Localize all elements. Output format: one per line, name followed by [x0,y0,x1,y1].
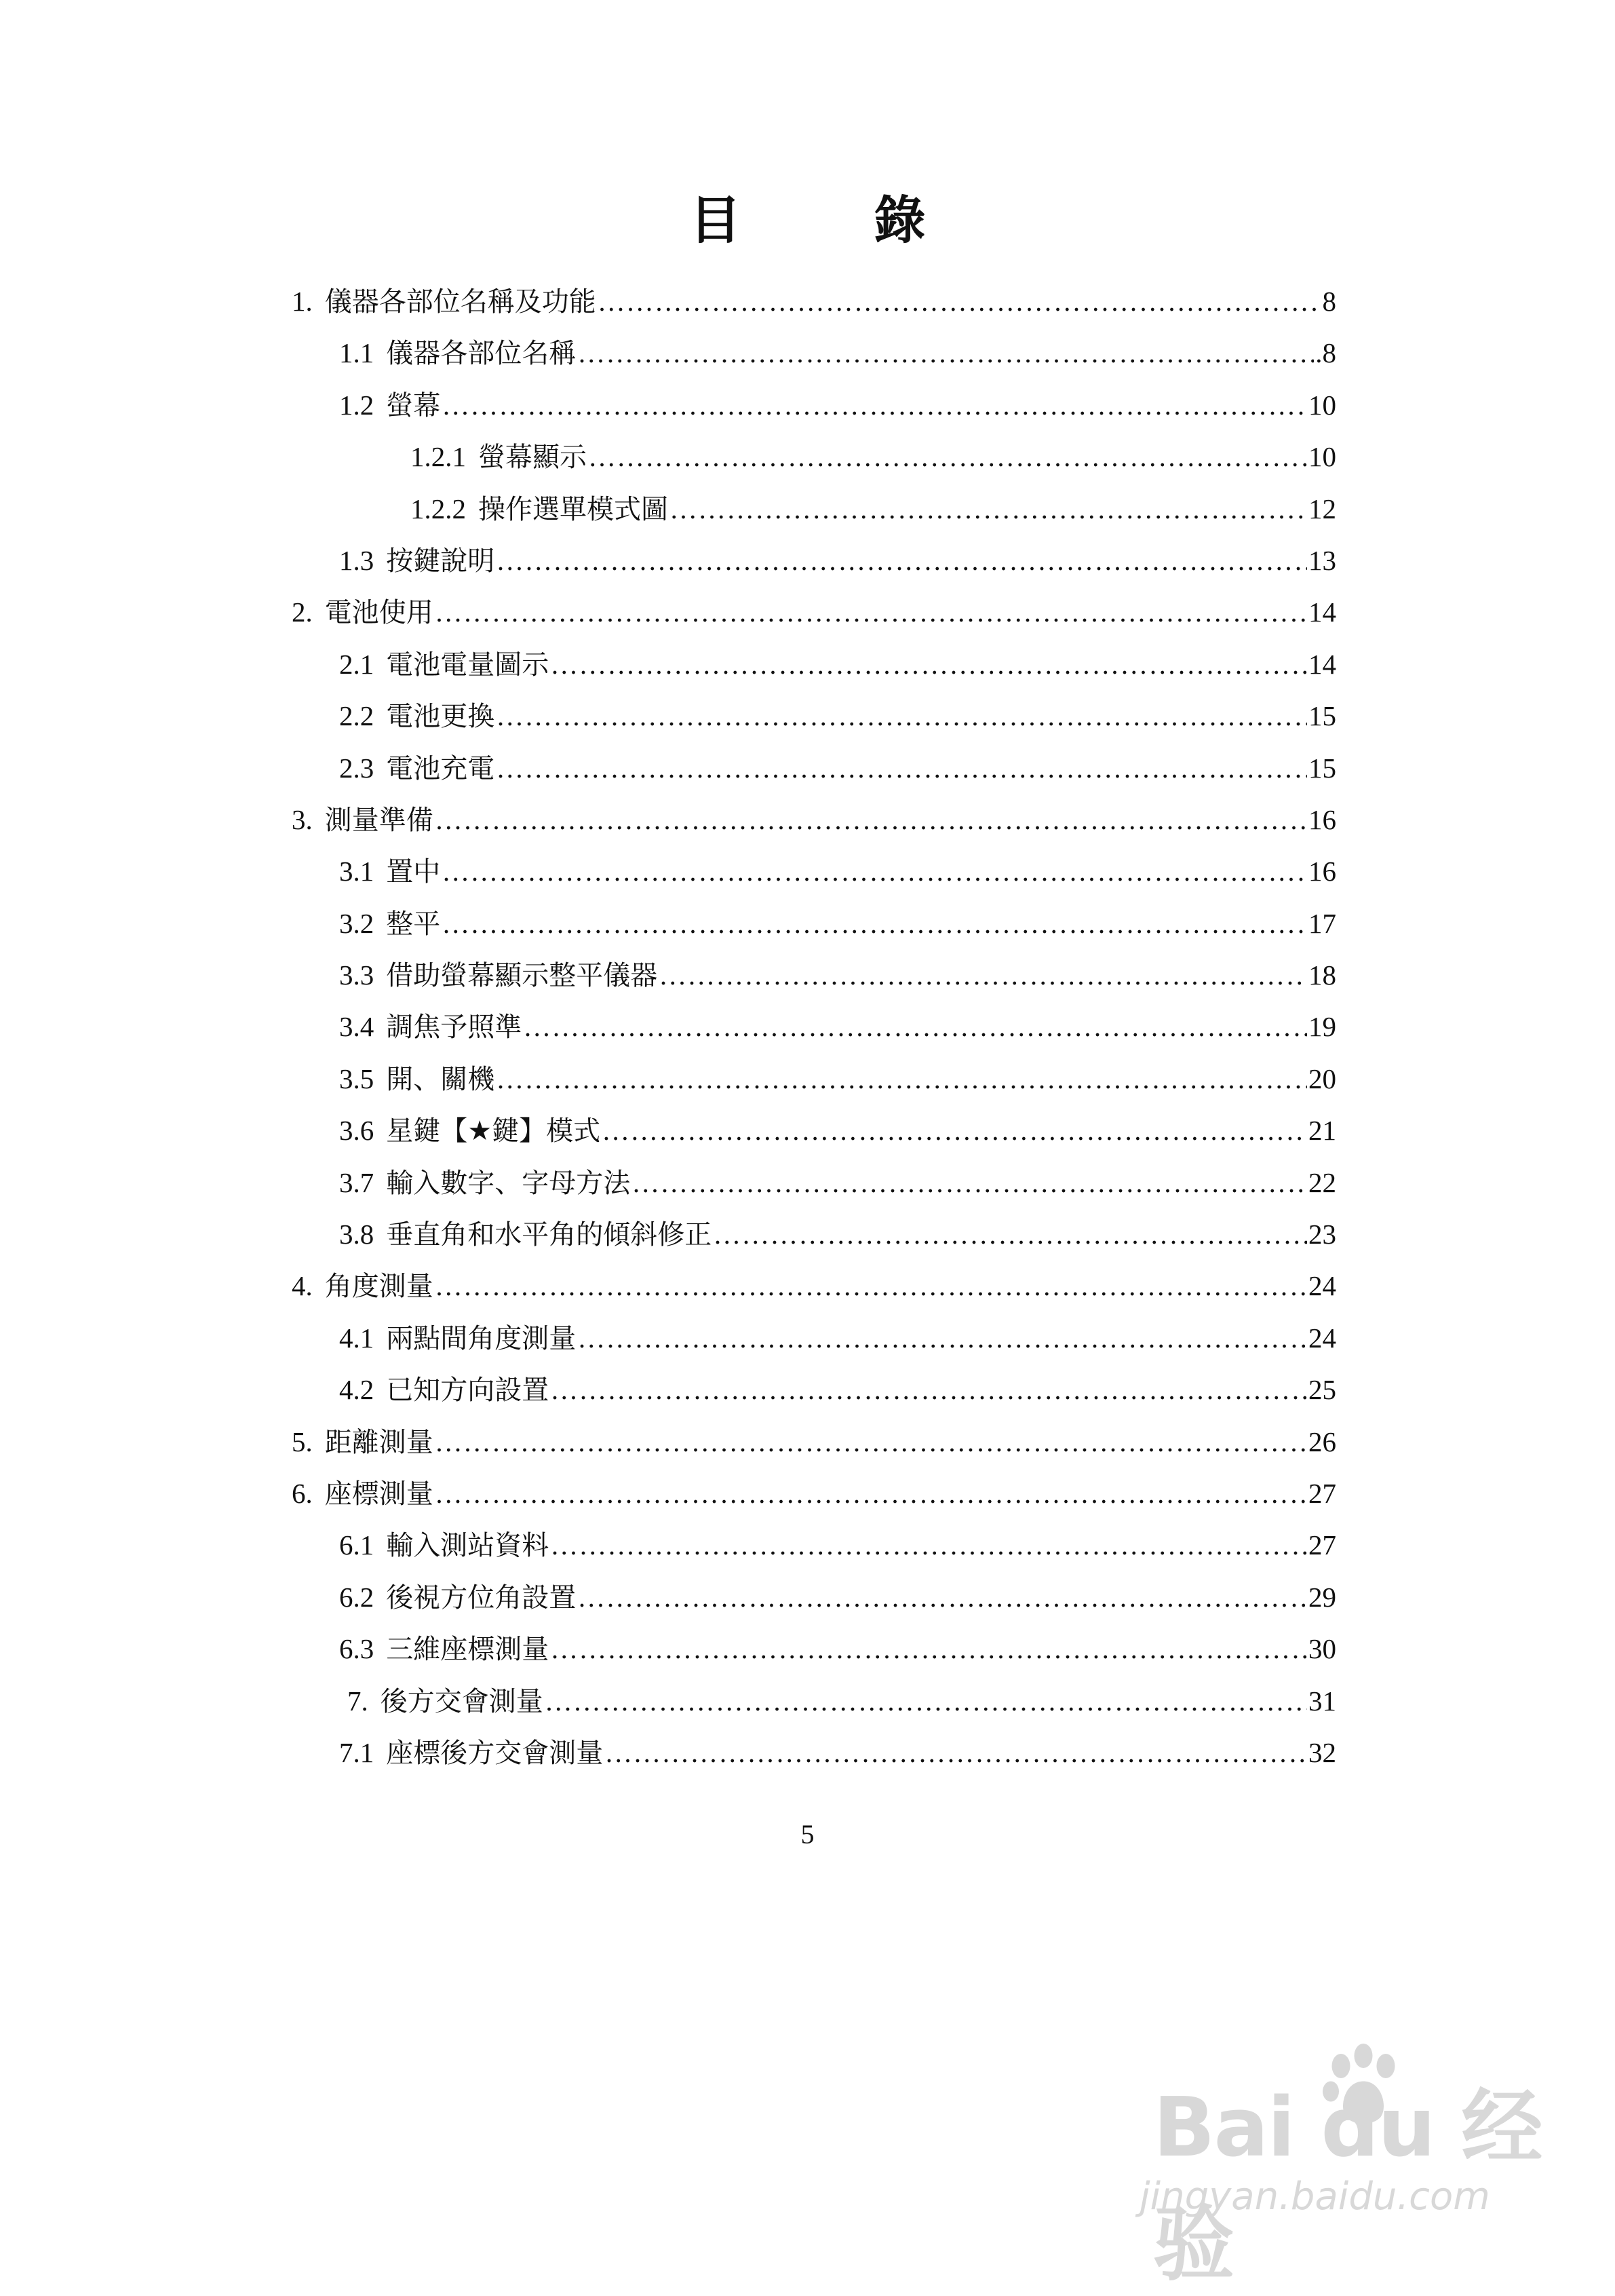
toc-entry [292,1519,1336,1571]
toc-entry [292,949,1336,1001]
toc-entry-page: 31 [1308,1685,1336,1717]
toc-entry-page: 21 [1308,1115,1336,1147]
toc-entry-title: 電池使用 [324,597,433,629]
toc-entry-title: 借助螢幕顯示整平儀器 [386,960,658,992]
toc-entry [292,1623,1336,1675]
toc-entry [292,586,1336,638]
toc-entry-number: 1.2 [339,389,374,421]
toc-entry-title: 已知方向設置 [386,1375,549,1407]
toc-entry-number: 3.2 [339,907,374,939]
toc-entry [292,327,1336,379]
toc-leader-dots [550,1364,1307,1415]
toc-entry-page: 10 [1308,389,1336,421]
toc-leader-dots [442,845,1307,897]
toc-entry-number: 4.2 [339,1374,374,1406]
toc-leader-dots [435,794,1307,845]
toc-entry [292,1001,1336,1052]
toc-entry-number: 6.1 [339,1529,374,1561]
toc-entry-number: 2.2 [339,700,374,732]
toc-entry [292,845,1336,897]
toc-entry-page: 16 [1308,856,1336,887]
toc-entry-page: 30 [1308,1633,1336,1665]
toc-leader-dots [550,1623,1307,1675]
toc-entry [292,1416,1336,1468]
toc-entry-title: 開、關機 [386,1063,495,1095]
toc-entry [292,794,1336,845]
toc-entry-title: 儀器各部位名稱 [386,338,577,370]
toc-entry-number: 2.3 [339,752,374,784]
toc-leader-dots [435,1260,1307,1312]
toc-entry-number: 1.1 [339,337,374,369]
toc-entry-page: 24 [1308,1270,1336,1302]
toc-entry-number: 3.5 [339,1063,374,1094]
toc-entry [292,275,1336,327]
toc-leader-dots [604,1727,1307,1778]
toc-entry-title: 螢幕顯示 [478,442,587,474]
toc-entry [292,1312,1336,1364]
toc-entry-number: 1. [292,286,313,317]
toc-entry-title: 整平 [386,908,441,940]
toc-entry [292,1364,1336,1415]
toc-entry-title: 電池更換 [386,701,495,733]
toc-entry-page: 13 [1308,544,1336,576]
toc-entry-title: 座標後方交會測量 [386,1737,604,1769]
toc-entry-title: 測量準備 [324,804,433,836]
toc-entry [292,742,1336,794]
toc-entry-page: 27 [1308,1477,1336,1509]
toc-entry-title: 電池電量圖示 [386,649,549,681]
toc-leader-dots [496,742,1307,794]
toc-leader-dots [602,1105,1307,1156]
toc-entry-page: 29 [1308,1581,1336,1613]
toc-leader-dots [435,1468,1307,1519]
toc-leader-dots [435,586,1307,638]
toc-entry [292,535,1336,586]
toc-entry [292,1571,1336,1623]
toc-entry [292,379,1336,431]
toc-entry-number: 1.2.2 [410,493,466,524]
toc-entry [292,1468,1336,1519]
toc-entry [292,1208,1336,1260]
toc-entry-number: 3.8 [339,1219,374,1250]
toc-entry-title: 角度測量 [324,1271,433,1303]
toc-entry-page: 17 [1308,907,1336,939]
toc-leader-dots [496,1053,1307,1105]
toc-entry-page: 14 [1308,648,1336,680]
toc-entry-title: 輸入測站資料 [386,1530,549,1562]
toc-entry-title: 後視方位角設置 [386,1582,577,1613]
toc-entry-page: 15 [1308,700,1336,732]
watermark-logo-text: Bai du 经验 [1153,2081,1542,2292]
toc-leader-dots [545,1675,1307,1727]
toc-entry-title: 螢幕 [386,389,441,421]
toc-entry-title: 按鍵說明 [386,545,495,577]
toc-leader-dots [598,275,1321,327]
toc-entry-number: 7. [347,1685,368,1717]
toc-entry-page: 15 [1308,752,1336,784]
toc-entry-page: 12 [1308,493,1336,524]
toc-entry-number: 3.6 [339,1115,374,1147]
toc-entry-number: 3.7 [339,1166,374,1198]
toc-leader-dots [550,638,1307,690]
toc-entry-number: 7.1 [339,1736,374,1768]
table-of-contents [292,275,1336,1778]
toc-entry-page: 20 [1308,1063,1336,1094]
toc-entry [292,1053,1336,1105]
toc-entry-number: 3.4 [339,1011,374,1043]
toc-leader-dots [713,1208,1307,1260]
toc-entry-number: 3. [292,803,313,835]
toc-entry-title: 輸入數字、字母方法 [386,1167,631,1199]
toc-leader-dots [669,483,1307,535]
toc-entry-number: 4. [292,1270,313,1302]
toc-entry-title: 三維座標測量 [386,1634,549,1666]
baidu-jingyan-watermark [1140,2035,1574,2292]
toc-entry-number: 2.1 [339,648,374,680]
toc-entry-number: 3.1 [339,856,374,887]
toc-entry-page: 25 [1308,1374,1336,1406]
toc-leader-dots [496,690,1307,742]
toc-entry-title: 距離測量 [324,1426,433,1458]
toc-entry-page: 14 [1308,596,1336,628]
toc-leader-dots [435,1416,1307,1468]
toc-leader-dots [496,535,1307,586]
toc-entry-number: 4.1 [339,1322,374,1354]
toc-leader-dots [577,327,1314,379]
page-number: 5 [800,1819,815,1850]
toc-leader-dots [659,949,1307,1001]
toc-leader-dots [550,1519,1307,1571]
toc-entry-title: 電池充電 [386,752,495,784]
toc-entry-page: 19 [1308,1011,1336,1043]
toc-entry-page: 32 [1308,1736,1336,1768]
toc-entry-title: 置中 [386,856,441,888]
toc-entry-page: 10 [1308,441,1336,473]
toc-entry-number: 6.2 [339,1581,374,1613]
toc-entry [292,1260,1336,1312]
toc-entry-number: 6. [292,1477,313,1509]
toc-entry-title: 儀器各部位名稱及功能 [324,286,596,318]
toc-entry-page: 16 [1308,803,1336,835]
toc-entry-title: 星鍵【★鍵】模式 [386,1115,601,1147]
toc-leader-dots [442,379,1307,431]
toc-entry-page: 18 [1308,959,1336,991]
toc-entry-title: 座標測量 [324,1478,433,1510]
toc-entry-title: 兩點間角度測量 [386,1322,577,1354]
toc-leader-dots [588,431,1307,482]
toc-entry-title: 後方交會測量 [380,1685,543,1717]
toc-entry [292,1105,1336,1156]
toc-leader-dots [523,1001,1307,1052]
toc-entry-page: 27 [1308,1529,1336,1561]
toc-entry-page: 24 [1308,1322,1336,1354]
toc-entry [292,638,1336,690]
toc-entry-title: 調焦予照準 [386,1012,522,1044]
toc-entry-number: 1.2.1 [410,441,466,473]
toc-entry-title: 垂直角和水平角的傾斜修正 [386,1219,712,1251]
toc-entry-page: 22 [1308,1166,1336,1198]
toc-entry-number: 1.3 [339,544,374,576]
toc-leader-dots [442,898,1307,949]
toc-entry [292,431,1336,482]
toc-entry-number: 3.3 [339,959,374,991]
toc-entry [292,1675,1336,1727]
toc-leader-dots [577,1312,1307,1364]
toc-entry-number: 6.3 [339,1633,374,1665]
toc-entry [292,1157,1336,1208]
toc-entry-number: 2. [292,596,313,628]
toc-entry-page: .8 [1315,337,1336,369]
toc-leader-dots [577,1571,1307,1623]
toc-entry [292,898,1336,949]
toc-entry-title: 操作選單模式圖 [478,493,668,525]
toc-entry-page: 26 [1308,1426,1336,1457]
toc-entry-number: 5. [292,1426,313,1457]
toc-leader-dots [631,1157,1307,1208]
toc-entry [292,690,1336,742]
toc-entry-page: 8 [1322,286,1336,317]
toc-entry-page: 23 [1308,1219,1336,1250]
watermark-url: jingyan.baidu.com [1140,2175,1490,2219]
toc-entry [292,1727,1336,1778]
page-title: 目 錄 [689,190,967,250]
toc-entry [292,483,1336,535]
